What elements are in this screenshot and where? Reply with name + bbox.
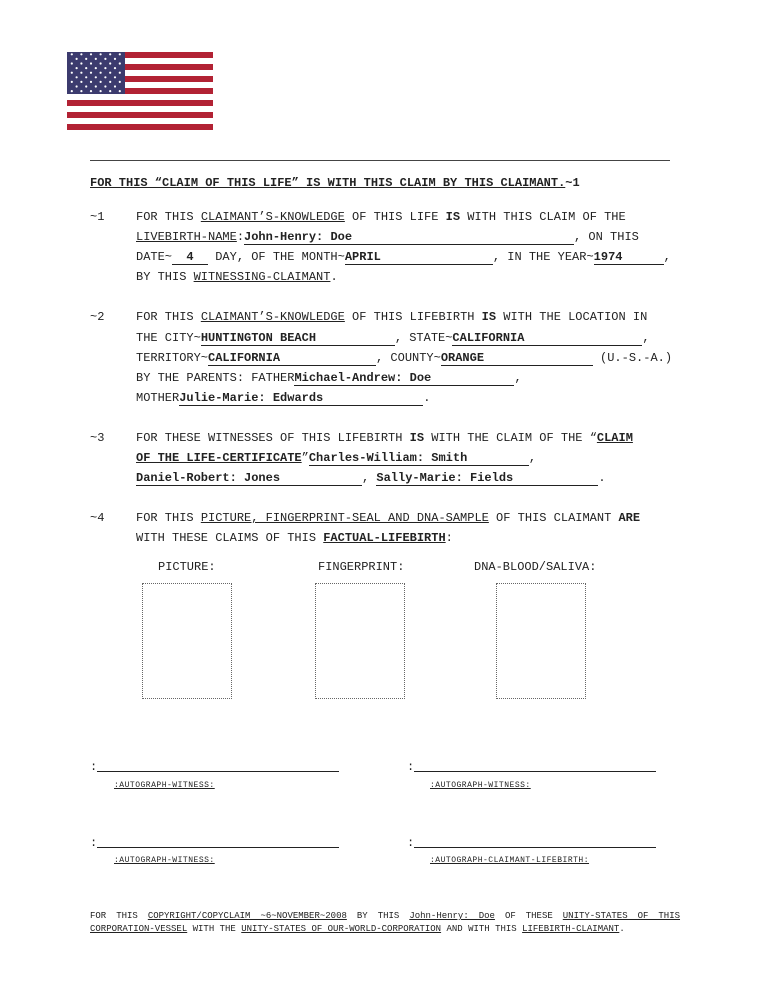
fingerprint-box[interactable] [315,583,405,699]
signature-3-prefix: : [90,836,98,850]
signature-3-line[interactable] [97,847,339,848]
text: FOR THESE WITNESSES OF THIS LIFEBIRTH [136,431,410,445]
text: WITH THIS CLAIM OF THE [460,210,626,224]
month-field [345,250,493,265]
text: BY THE PARENTS: FATHER [136,371,295,385]
text: BY THIS [346,911,410,921]
signature-4-prefix: : [407,836,415,850]
text: FACTUAL-LIFEBIRTH [323,531,446,545]
text: WITNESSING-CLAIMANT [193,270,331,284]
section-2-number: ~2 [90,310,105,324]
section-3-line-1 [136,431,633,445]
top-rule [90,160,670,161]
text: FOR THIS [136,511,201,525]
territory-value: CALIFORNIA [208,351,281,365]
text: LIFEBIRTH-CLAIMANT [522,924,620,934]
text: WITH THE CLAIM OF THE “ [424,431,597,445]
text: DATE~ [136,250,173,264]
month-value: APRIL [344,250,381,264]
text: . [330,270,338,284]
witness-3-value: Sally-Marie: Fields [376,471,514,485]
text: FOR THIS [136,210,201,224]
section-2-line-4 [136,371,522,386]
text: UNITY-STATES OF THIS CORPORATION-VESSEL [90,911,681,934]
city-value: HUNTINGTON BEACH [200,331,317,345]
livebirth-name-value: John-Henry: Doe [244,230,353,244]
year-field [594,250,664,265]
text: IS [481,310,497,324]
section-2-line-5 [136,391,430,406]
text: WITH THE [187,924,242,934]
text: MOTHER [136,391,180,405]
witness-1-value: Charles-William: Smith [308,451,468,465]
text: FOR THIS [90,911,148,921]
text: PICTURE, FINGERPRINT-SEAL AND DNA-SAMPLE [200,511,489,525]
text: AND WITH THIS [441,924,523,934]
county-field [441,351,593,366]
text: UNITY-STATES OF OUR-WORLD-CORPORATION [241,924,442,934]
text: ARE [618,511,641,525]
witness-2-field [136,471,362,486]
section-4-line-1 [136,511,640,525]
text: CLAIMANT’S-KNOWLEDGE [200,310,345,324]
section-1-number: ~1 [90,210,105,224]
section-1-line-1 [136,210,626,224]
county-value: ORANGE [440,351,485,365]
text: OF THIS CLAIMANT [488,511,619,525]
text: . [423,391,431,405]
text: : [445,531,453,545]
heading-suffix: ~1 [565,176,580,190]
text: , [514,371,522,385]
section-4-line-2 [136,531,453,545]
text: : [236,230,245,244]
city-field [201,331,395,346]
section-3-line-2 [136,451,536,466]
text: , ON THIS [574,230,639,244]
text: COPYRIGHT/COPYCLAIM ~6~NOVEMBER~2008 [147,911,347,921]
text: , STATE~ [394,331,453,345]
fingerprint-label: FINGERPRINT: [318,560,405,574]
copyright-footer [90,910,680,936]
text: , [528,451,537,465]
text: , COUNTY~ [376,351,441,365]
text: BY THIS [136,270,194,284]
section-3-line-3 [136,471,606,486]
text: John-Henry: Doe [409,911,495,921]
text: OF THIS LIFEBIRTH [344,310,482,324]
territory-field [208,351,376,366]
text: OF THE LIFE-CERTIFICATE [136,451,302,465]
text: WITH THESE CLAIMS OF THIS [136,531,324,545]
section-4-number: ~4 [90,511,105,525]
signature-2-label: :AUTOGRAPH-WITNESS: [430,781,531,790]
section-2-line-2 [136,331,650,346]
signature-2-prefix: : [407,760,415,774]
mother-field [179,391,423,406]
signature-4-label: :AUTOGRAPH-CLAIMANT-LIFEBIRTH: [430,856,590,865]
text: . [598,471,606,485]
dna-box[interactable] [496,583,586,699]
section-1-line-4 [136,270,338,284]
text: TERRITORY~ [136,351,209,365]
text: THE CITY~ [136,331,201,345]
state-field [452,331,642,346]
section-3-number: ~3 [90,431,105,445]
day-value: 4 [186,250,194,264]
text: IS [445,210,461,224]
signature-3-label: :AUTOGRAPH-WITNESS: [114,856,215,865]
text: ” [301,451,309,465]
signature-1-line[interactable] [97,771,339,772]
section-2-line-1 [136,310,647,324]
witness-3-field [376,471,598,486]
text: IS [409,431,425,445]
text: LIVEBIRTH-NAME [136,230,237,244]
section-1-line-2 [136,230,639,245]
livebirth-name-field [244,230,574,245]
year-value: 1974 [593,250,623,264]
text: FOR THIS [136,310,201,324]
picture-box[interactable] [142,583,232,699]
signature-4-line[interactable] [414,847,656,848]
text: CLAIMANT’S-KNOWLEDGE [200,210,345,224]
section-2-line-3 [136,351,672,366]
heading-text: FOR THIS “CLAIM OF THIS LIFE” IS WITH THIS CLAIM BY THIS CLAIMANT. [90,176,566,190]
text: , [362,471,377,485]
state-value: CALIFORNIA [452,331,525,345]
text: OF THESE [494,911,563,921]
picture-label: PICTURE: [158,560,216,574]
mother-value: Julie-Marie: Edwards [179,391,324,405]
signature-1-label: :AUTOGRAPH-WITNESS: [114,781,215,790]
text: , [642,331,650,345]
text: OF THIS LIFE [344,210,446,224]
signature-2-line[interactable] [414,771,656,772]
father-value: Michael-Andrew: Doe [294,371,432,385]
signature-1-prefix: : [90,760,98,774]
witness-1-field [309,451,529,466]
text: , [663,250,671,264]
text: . [619,924,625,934]
text: , IN THE YEAR~ [492,250,594,264]
witness-2-value: Daniel-Robert: Jones [136,471,281,485]
text: DAY, OF THE MONTH~ [208,250,345,264]
document-heading [90,176,580,190]
section-1-line-3 [136,250,671,265]
text: WITH THE LOCATION IN [496,310,648,324]
father-field [294,371,514,386]
day-field [172,250,208,265]
dna-label: DNA-BLOOD/SALIVA: [474,560,597,574]
text: CLAIM [596,431,633,445]
us-flag-icon [67,52,213,130]
text: (U.-S.-A.) [592,351,673,365]
